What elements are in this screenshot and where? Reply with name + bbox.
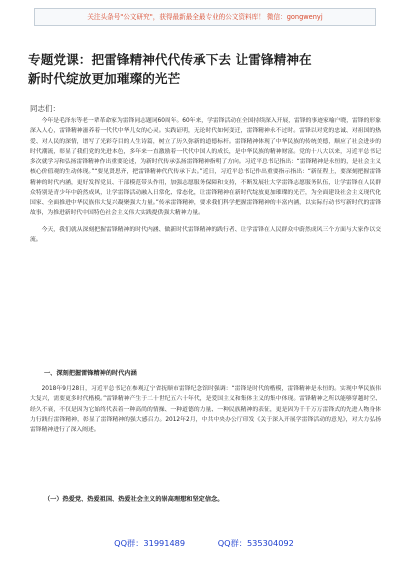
paragraph: 今年是毛泽东等老一辈革命家为雷锋同志题词60周年。60年来，学雷锋活动在全国持续深入开展，雷锋的事迹家喻户晓，雷锋的形象深入人心，雷锋精神滋养着一代代中华儿女的心灵。实践证明，无论时代如何变迁，雷锋精神永不过时。雷锋以对党的忠诚、对祖国的热爱、对人民的深情，谱写了光彩夺目的人生诗篇，树立了历久弥新的道德标杆。雷锋精神体现了中华民族的传统美德，顺应了社会进步的时代潮流，彰显了我们党的先进本色，多年来一直激励着一代代中国人的成长，是中华民族的精神财富。党的十八大以来，习近平总书记多次就学习和弘扬雷锋精神作出重要论述，为新时代传承弘扬雷锋精神指明了方向。习近平总书记指出：“雷锋精神是永恒的，是社会主义核心价值观的生动体现。”“要见贤思齐，把雷锋精神代代传承下去。”近日，习近平总书记作出重要指示指出：“新征程上，要深刻把握雷锋精神的时代内涵，更好发挥党员、干部模范带头作用，加强志愿服务保障和支持，不断发展壮大学雷锋志愿服务队伍，让学雷锋在人民群众特别是青少年中蔚然成风，让学雷锋活动融入日常化、常态化，让雷锋精神在新时代绽放更加璀璨的光芒，为全面建设社会主义现代化国家、全面推进中华民族伟大复兴凝聚强大力量。”传承雷锋精神，要求我们科学把握雷锋精神的丰富内涵，以实际行动书写新时代的雷锋故事，为推进新时代中国特色社会主义伟大实践提供强大精神力量。 [30, 118, 381, 217]
footer [0, 538, 408, 549]
section-heading-1: 一、深刻把握雷锋精神的时代内涵 [44, 370, 137, 377]
paragraph: 今天，我们就从深刻把握雷锋精神的时代内涵、做新时代雷锋精神的践行者、让学雷锋在人民群众中蔚然成风三个方面与大家作以交流。 [30, 226, 381, 243]
footer-qq-2: QQ群：535304092 [217, 538, 294, 548]
body-text-2 [30, 384, 381, 435]
body-text [30, 116, 381, 245]
section-subheading-1: （一）热爱党、热爱祖国、热爱社会主义的崇高理想和坚定信念。 [44, 496, 224, 503]
document-title [28, 50, 388, 88]
greeting: 同志们： [30, 104, 60, 113]
footer-qq-1: QQ群：31991489 [114, 538, 186, 548]
title-line-2: 新时代绽放更加璀璨的光芒 [28, 71, 181, 86]
title-line-1: 专题党课：把雷锋精神代代传承下去 让雷锋精神在 [28, 52, 312, 67]
paragraph: 2018年9月28日，习近平总书记在参观辽宁省抚顺市雷锋纪念馆时强调：“雷锋是时代的楷模，雷锋精神是永恒的。实现中华民族伟大复兴，需要更多时代楷模。”雷锋精神产生于二十世纪五六十年代，是爱国主义和集体主义的集中体现。雷锋精神之所以能够穿越时空、经久不衰，不仅是因为它始终代表着一种高尚的情操、一种道德的力量、一种民族精神的表征，更是因为千千万万雷锋式的先进人物身体力行践行雷锋精神，彰显了雷锋精神的强大感召力。2012年2月，中共中央办公厅印发《关于深入开展学雷锋活动的意见》，对大力弘扬雷锋精神进行了深入阐述。 [30, 386, 381, 433]
header-banner: 关注头条号"公文研究"，获得最新最全最专业的公文资料库！ 微信：gongwenyj [34, 8, 376, 26]
